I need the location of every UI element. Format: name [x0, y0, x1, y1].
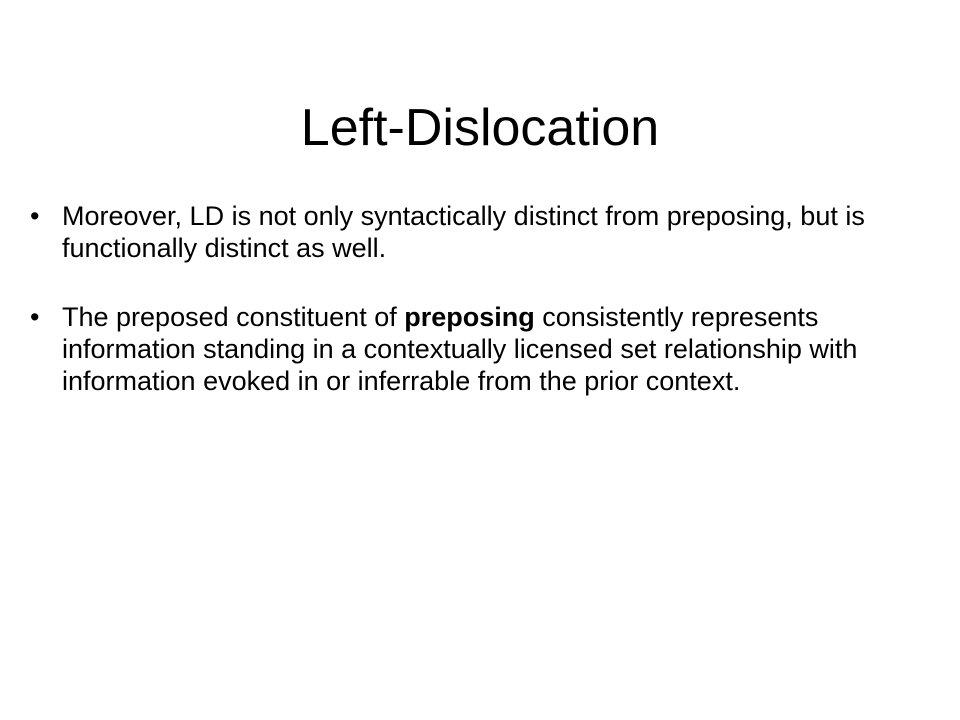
slide-title: Left-Dislocation	[300, 99, 660, 157]
bullet-text	[62, 302, 857, 396]
bullet-text-part: consistently represents information standing in a contextually licensed set relationship with information evoked in or inferrable from the prior context.	[62, 302, 858, 396]
bullet-item	[30, 301, 910, 397]
bullet-marker: •	[30, 201, 40, 231]
bullet-text-part: Moreover, LD is not only syntactically distinct from preposing, but is functionally distinct as well.	[62, 201, 865, 263]
bullet-text-emphasis: preposing	[404, 302, 535, 332]
bullet-text-part: The preposed constituent of	[62, 302, 405, 332]
bullet-text	[62, 201, 865, 263]
bullet-item	[30, 200, 910, 264]
bullet-list	[30, 200, 910, 434]
bullet-marker: •	[30, 302, 40, 332]
